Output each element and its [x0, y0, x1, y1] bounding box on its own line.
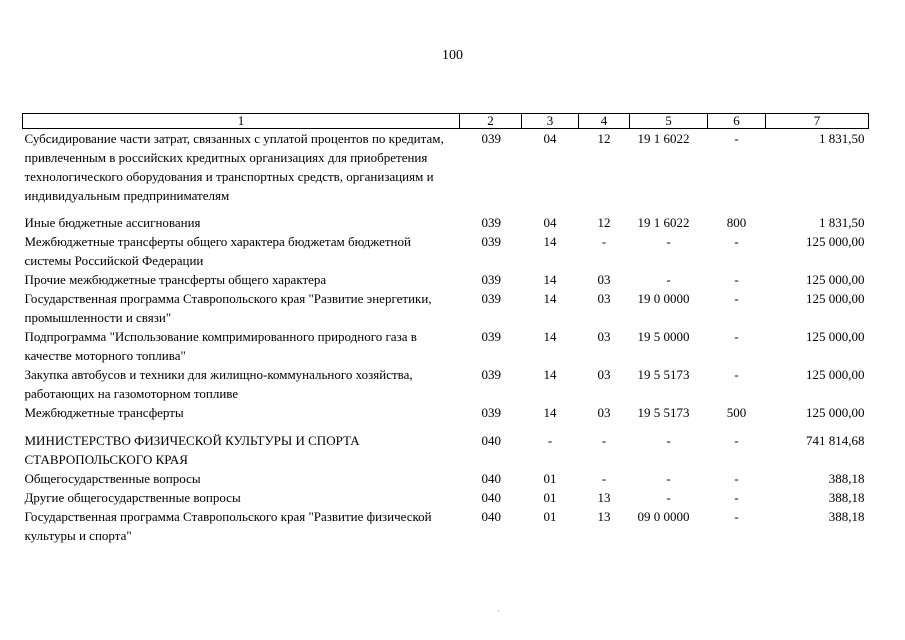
- row-expense-type: -: [734, 272, 739, 287]
- row-target-article: -: [666, 490, 671, 505]
- row-section: 14: [543, 367, 557, 382]
- row-section: 14: [543, 272, 557, 287]
- table-row: [23, 507, 869, 545]
- row-amount: 125 000,00: [806, 234, 865, 249]
- table-row: [23, 327, 869, 365]
- row-target-article: 09 0 0000: [637, 509, 690, 524]
- row-target-article: 19 5 0000: [637, 329, 690, 344]
- row-name: Межбюджетные трансферты общего характера бюджетам бюджетной системы Российской Федерации: [24, 234, 411, 268]
- row-amount: 741 814,68: [806, 433, 865, 448]
- header-col-2: 2: [460, 114, 522, 129]
- table-row: [23, 205, 869, 232]
- row-section: 01: [543, 490, 557, 505]
- row-ministry-code: 039: [481, 405, 501, 420]
- row-subsection: 03: [597, 291, 611, 306]
- scan-speck: ·: [497, 607, 500, 616]
- row-amount: 388,18: [828, 509, 865, 524]
- row-expense-type: -: [734, 433, 739, 448]
- row-target-article: -: [666, 433, 671, 448]
- row-name: Государственная программа Ставропольского края "Развитие физической культуры и спорта": [24, 509, 432, 543]
- row-section: 04: [543, 131, 557, 146]
- row-amount: 388,18: [828, 471, 865, 486]
- row-amount: 125 000,00: [806, 405, 865, 420]
- row-subsection: 13: [597, 490, 611, 505]
- row-ministry-code: 040: [481, 433, 501, 448]
- row-name: Субсидирование части затрат, связанных с уплатой процентов по кредитам, привлеченным в российских кредитных организациях для приобретения технологического оборудования и транспортных средств, организациям и индивидуальным предпринимателям: [24, 131, 444, 203]
- row-ministry-code: 039: [481, 272, 501, 287]
- header-col-4: 4: [579, 114, 630, 129]
- row-expense-type: -: [734, 367, 739, 382]
- row-expense-type: -: [734, 329, 739, 344]
- row-amount: 125 000,00: [806, 291, 865, 306]
- row-expense-type: -: [734, 490, 739, 505]
- row-target-article: -: [666, 234, 671, 249]
- row-amount: 125 000,00: [806, 272, 865, 287]
- row-target-article: 19 1 6022: [637, 215, 690, 230]
- row-target-article: 19 5 5173: [637, 367, 690, 382]
- table-row: [23, 488, 869, 507]
- row-target-article: 19 0 0000: [637, 291, 690, 306]
- row-section: 14: [543, 329, 557, 344]
- row-name: Закупка автобусов и техники для жилищно-коммунального хозяйства, работающих на газомоторном топливе: [24, 367, 413, 401]
- table-row: [23, 469, 869, 488]
- header-col-3: 3: [522, 114, 579, 129]
- row-amount: 1 831,50: [819, 131, 865, 146]
- row-expense-type: -: [734, 131, 739, 146]
- row-ministry-code: 039: [481, 131, 501, 146]
- row-subsection: -: [601, 433, 607, 448]
- row-subsection: 03: [597, 367, 611, 382]
- row-expense-type: -: [734, 234, 739, 249]
- row-section: 14: [543, 291, 557, 306]
- row-ministry-code: 040: [481, 471, 501, 486]
- row-subsection: 03: [597, 329, 611, 344]
- row-name: Прочие межбюджетные трансферты общего характера: [24, 272, 327, 287]
- table-row: [23, 232, 869, 270]
- header-col-5: 5: [630, 114, 708, 129]
- row-section: 14: [543, 234, 557, 249]
- row-name: Другие общегосударственные вопросы: [24, 490, 241, 505]
- row-ministry-code: 039: [481, 291, 501, 306]
- row-subsection: 03: [597, 272, 611, 287]
- row-subsection: 12: [597, 131, 611, 146]
- row-subsection: 13: [597, 509, 611, 524]
- row-amount: 125 000,00: [806, 367, 865, 382]
- row-expense-type: -: [734, 291, 739, 306]
- row-expense-type: 800: [726, 215, 747, 230]
- row-section: 01: [543, 509, 557, 524]
- row-subsection: -: [601, 471, 607, 486]
- table-row: [23, 403, 869, 422]
- row-name: МИНИСТЕРСТВО ФИЗИЧЕСКОЙ КУЛЬТУРЫ И СПОРТА СТАВРОПОЛЬСКОГО КРАЯ: [24, 433, 360, 467]
- row-name: Межбюджетные трансферты: [24, 405, 184, 420]
- row-ministry-code: 039: [481, 367, 501, 382]
- row-section: 01: [543, 471, 557, 486]
- row-target-article: 19 5 5173: [637, 405, 690, 420]
- table-row: [23, 270, 869, 289]
- header-row: [23, 114, 869, 129]
- row-expense-type: -: [734, 509, 739, 524]
- budget-table: [22, 113, 869, 545]
- row-subsection: 12: [597, 215, 611, 230]
- row-subsection: 03: [597, 405, 611, 420]
- row-amount: 125 000,00: [806, 329, 865, 344]
- row-ministry-code: 039: [481, 215, 501, 230]
- table-row: [23, 129, 869, 206]
- table-row: [23, 289, 869, 327]
- table-row: [23, 365, 869, 403]
- row-section: 14: [543, 405, 557, 420]
- header-col-6: 6: [708, 114, 766, 129]
- header-col-1: 1: [23, 114, 460, 129]
- table-row: [23, 422, 869, 469]
- row-name: Иные бюджетные ассигнования: [24, 215, 201, 230]
- row-target-article: -: [666, 272, 671, 287]
- row-section: -: [547, 433, 553, 448]
- row-section: 04: [543, 215, 557, 230]
- row-ministry-code: 040: [481, 490, 501, 505]
- row-ministry-code: 039: [481, 234, 501, 249]
- row-ministry-code: 040: [481, 509, 501, 524]
- row-amount: 1 831,50: [819, 215, 865, 230]
- row-expense-type: 500: [726, 405, 747, 420]
- header-col-7: 7: [766, 114, 869, 129]
- row-target-article: 19 1 6022: [637, 131, 690, 146]
- row-target-article: -: [666, 471, 671, 486]
- row-name: Подпрограмма "Использование компримированного природного газа в качестве моторного топлива": [24, 329, 417, 363]
- row-ministry-code: 039: [481, 329, 501, 344]
- row-subsection: -: [601, 234, 607, 249]
- row-expense-type: -: [734, 471, 739, 486]
- page-number: 100: [442, 48, 463, 63]
- row-name: Государственная программа Ставропольского края "Развитие энергетики, промышленности и связи": [24, 291, 432, 325]
- row-amount: 388,18: [828, 490, 865, 505]
- row-name: Общегосударственные вопросы: [24, 471, 201, 486]
